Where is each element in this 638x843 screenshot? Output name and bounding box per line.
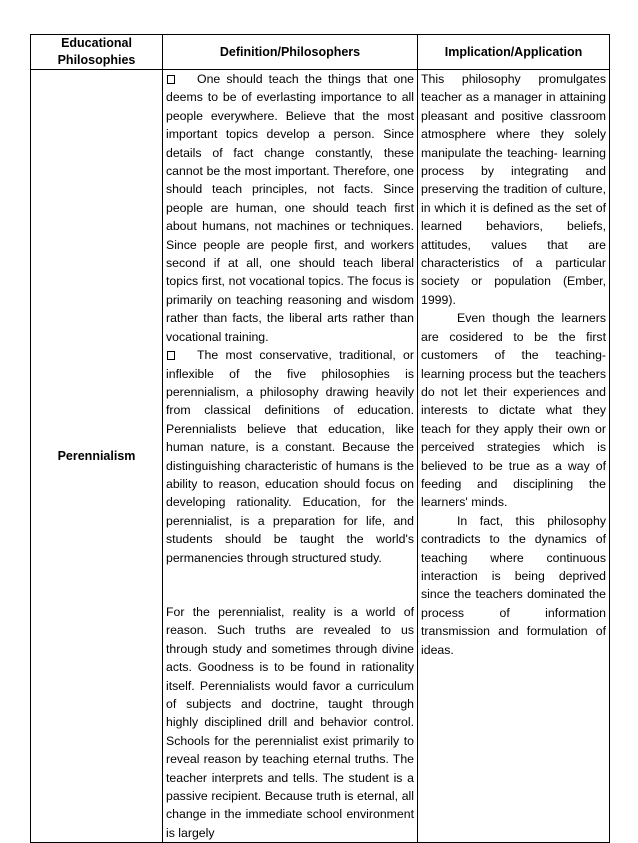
philosophy-name: Perennialism <box>31 70 163 843</box>
table-row <box>31 70 610 843</box>
implication-cell <box>418 70 610 843</box>
square-bullet-icon <box>167 351 175 360</box>
header-definition-philosophers: Definition/Philosophers <box>163 35 418 70</box>
definition-paragraph-2: The most conservative, traditional, or inflexible of the five philosophies is perennialism, a philosophy drawing heavily from classical definitions of education. Perennialists believe that education, like human nature, is a constant. Because the distinguishing characteristic of humans is the ability to reason, education should focus on developing rationality. Education, for the perennialist, is a preparation for life, and students should be taught the world's permanencies through structured study. <box>166 348 414 565</box>
square-bullet-icon <box>167 75 175 84</box>
definition-paragraph-1: One should teach the things that one deems to be of everlasting importance to all people everywhere. Believe that the most important topics develop a person. Since details of fact change constantly, these cannot be the most important. Therefore, one should teach principles, not facts. Since people are human, one should teach first about humans, not machines or techniques. Since people are people first, and workers second if at all, one should teach liberal topics first, not vocational topics. The focus is primarily on teaching reasoning and wisdom rather than facts, the liberal arts rather than vocational training. <box>166 72 414 344</box>
definition-cell <box>163 70 418 843</box>
header-implication-application: Implication/Application <box>418 35 610 70</box>
definition-paragraph-3: For the perennialist, reality is a world of reason. Such truths are revealed to us through study and sometimes through divine acts. Goodness is to be found in rationality itself. Perennialists would favor a curriculum of subjects and doctrine, taught through highly disciplined drill and behavior control. Schools for the perennialist exist primarily to reveal reason by teaching eternal truths. The teacher interprets and tells. The student is a passive recipient. Because truth is eternal, all change in the immediate school environment is largely <box>166 604 414 840</box>
paragraph-gap <box>166 567 414 603</box>
philosophies-table <box>30 34 610 843</box>
implication-paragraph-1: This philosophy promulgates teacher as a manager in attaining pleasant and positive classroom atmosphere where they solely manipulate the teaching- learning process by integrating and preserving the tradition of culture, in which it is defined as the set of learned behaviors, beliefs, attitudes, values that are characteristics of a particular society or population (Ember, 1999). <box>421 72 606 307</box>
header-row <box>31 35 610 70</box>
implication-paragraph-3: In fact, this philosophy contradicts to the dynamics of teaching where continuous interaction is being deprived since the teachers dominated the process of information transmission and formulation of ideas. <box>421 513 606 657</box>
implication-paragraph-2: Even though the learners are cosidered to be the first customers of the teaching-learning process but the teachers do not let their experiences and interests to dictate what they teach for they apply their own or perceived strategies which is believed to be true as a way of feeding and disciplining the learners' minds. <box>421 311 606 510</box>
header-educational-philosophies: Educational Philosophies <box>31 35 163 70</box>
